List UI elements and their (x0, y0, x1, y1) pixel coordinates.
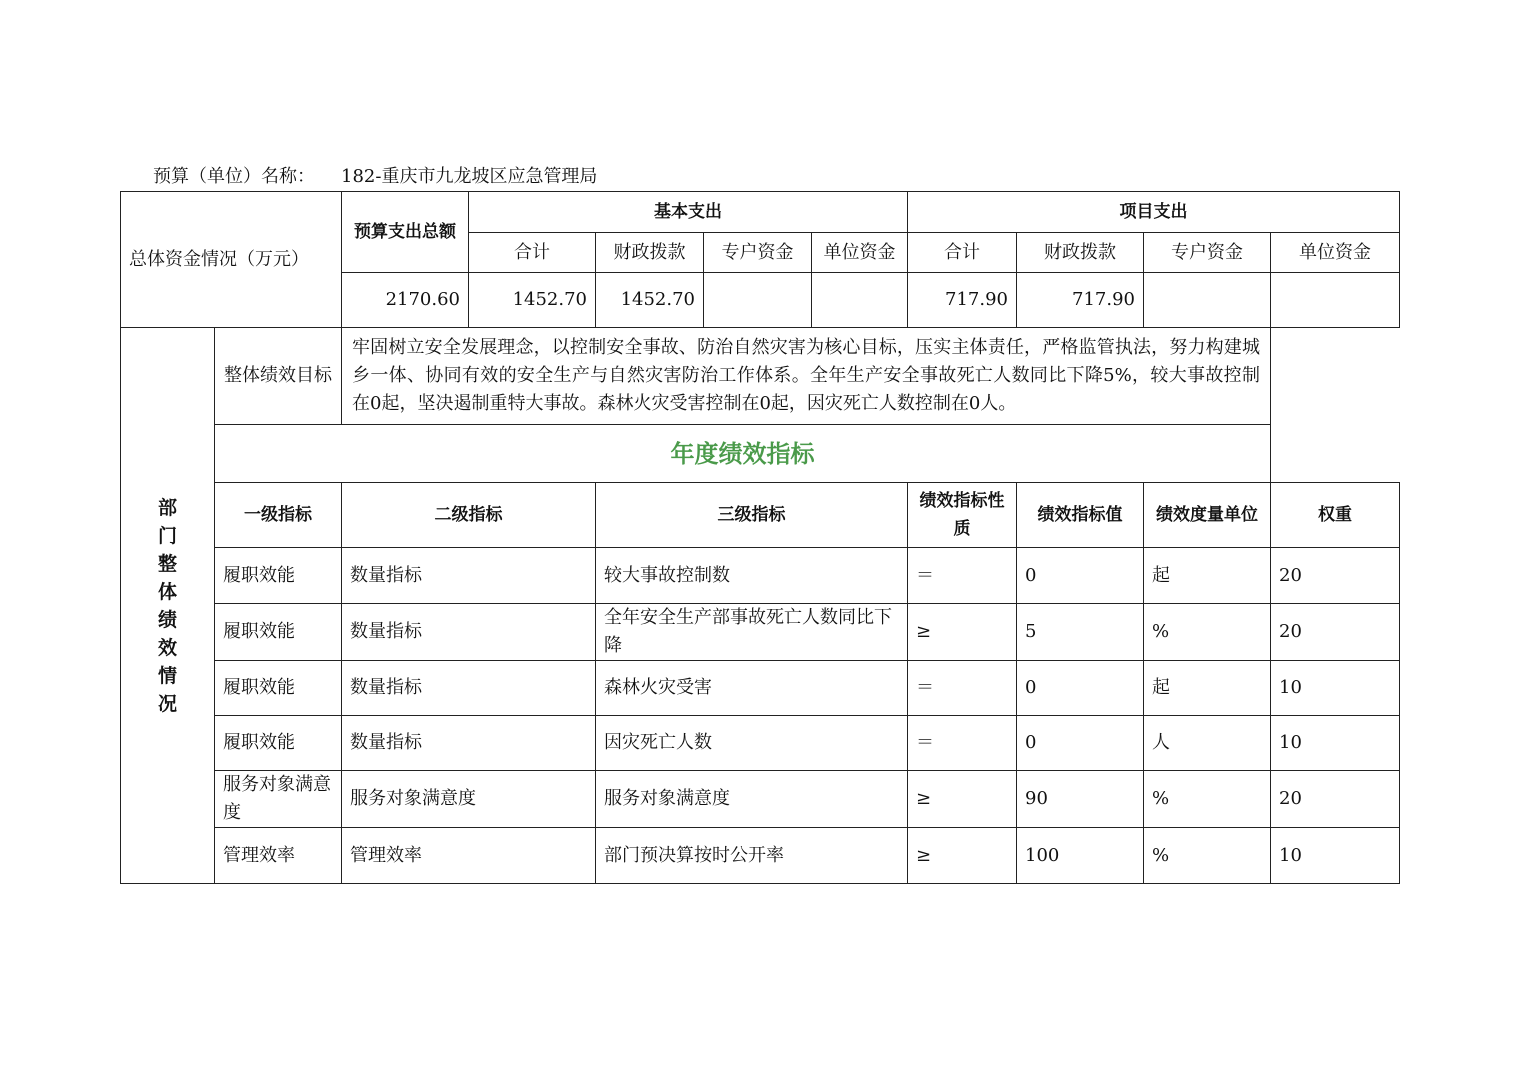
project-fiscal-header: 财政拨款 (1017, 233, 1144, 273)
row-weight: 10 (1271, 716, 1400, 771)
row-level3: 森林火灾受害 (596, 661, 908, 716)
table-row (121, 661, 1400, 716)
table-row (121, 604, 1400, 661)
row-value: 0 (1017, 548, 1144, 604)
col-header-unit: 绩效度量单位 (1144, 483, 1271, 548)
row-unit: % (1144, 771, 1271, 828)
row-level2: 服务对象满意度 (342, 771, 596, 828)
row-unit: 人 (1144, 716, 1271, 771)
col-header-value: 绩效指标值 (1017, 483, 1144, 548)
row-nature: ＝ (908, 716, 1017, 771)
table-row (121, 548, 1400, 604)
basic-unit-header: 单位资金 (812, 233, 908, 273)
row-nature: ＝ (908, 661, 1017, 716)
row-level3: 部门预决算按时公开率 (596, 828, 908, 884)
side-label-char: 绩 (157, 608, 177, 631)
row-level1: 履职效能 (215, 548, 342, 604)
row-unit: 起 (1144, 548, 1271, 604)
performance-side-label (121, 328, 215, 884)
side-label-char: 况 (157, 692, 177, 715)
table-row (121, 716, 1400, 771)
basic-fiscal-header: 财政拨款 (596, 233, 704, 273)
funds-section-label: 总体资金情况（万元） (121, 192, 342, 328)
unit-name-label: 预算（单位）名称： (153, 166, 315, 187)
goal-text: 牢固树立安全发展理念，以控制安全事故、防治自然灾害为核心目标，压实主体责任，严格监管执法，努力构建城乡一体、协同有效的安全生产与自然灾害防治工作体系。全年生产安全事故死亡人数同比下降5%，较大事故控制在0起，坚决遏制重特大事故。森林火灾受害控制在0起，因灾死亡人数控制在0人。 (342, 328, 1271, 425)
row-level1: 履职效能 (215, 716, 342, 771)
row-nature: ≥ (908, 828, 1017, 884)
row-level1: 服务对象满意度 (215, 771, 342, 828)
row-level1: 履职效能 (215, 604, 342, 661)
row-level3: 服务对象满意度 (596, 771, 908, 828)
row-unit: % (1144, 828, 1271, 884)
row-level3: 较大事故控制数 (596, 548, 908, 604)
row-level2: 数量指标 (342, 548, 596, 604)
unit-name-value: 182-重庆市九龙坡区应急管理局 (341, 166, 598, 187)
basic-total-header: 合计 (469, 233, 596, 273)
col-header-nature: 绩效指标性质 (908, 483, 1017, 548)
side-label-char: 情 (157, 664, 177, 687)
table-row (121, 828, 1400, 884)
performance-table (120, 191, 1400, 884)
col-header-weight: 权重 (1271, 483, 1400, 548)
total-expense-header: 预算支出总额 (342, 192, 469, 273)
project-total-header: 合计 (908, 233, 1017, 273)
project-special-header: 专户资金 (1144, 233, 1271, 273)
project-fiscal-value: 717.90 (1017, 273, 1144, 328)
col-header-level1: 一级指标 (215, 483, 342, 548)
row-nature: ＝ (908, 548, 1017, 604)
row-weight: 20 (1271, 771, 1400, 828)
row-level2: 管理效率 (342, 828, 596, 884)
side-label-char: 体 (157, 580, 177, 603)
row-weight: 20 (1271, 604, 1400, 661)
total-expense-value: 2170.60 (342, 273, 469, 328)
goal-label: 整体绩效目标 (215, 328, 342, 425)
row-weight: 10 (1271, 828, 1400, 884)
basic-fiscal-value: 1452.70 (596, 273, 704, 328)
basic-special-header: 专户资金 (704, 233, 812, 273)
row-level1: 管理效率 (215, 828, 342, 884)
row-unit: 起 (1144, 661, 1271, 716)
project-special-value (1144, 273, 1271, 328)
row-weight: 20 (1271, 548, 1400, 604)
row-nature: ≥ (908, 771, 1017, 828)
row-value: 5 (1017, 604, 1144, 661)
project-unit-header: 单位资金 (1271, 233, 1400, 273)
side-label-char: 效 (157, 636, 177, 659)
side-label-char: 门 (157, 524, 177, 547)
row-level2: 数量指标 (342, 661, 596, 716)
row-level2: 数量指标 (342, 604, 596, 661)
row-value: 0 (1017, 661, 1144, 716)
basic-total-value: 1452.70 (469, 273, 596, 328)
row-value: 0 (1017, 716, 1144, 771)
row-level2: 数量指标 (342, 716, 596, 771)
side-label-char: 部 (157, 496, 177, 519)
col-header-level2: 二级指标 (342, 483, 596, 548)
basic-expense-header: 基本支出 (469, 192, 908, 233)
table-row (121, 771, 1400, 828)
basic-special-value (704, 273, 812, 328)
project-unit-value (1271, 273, 1400, 328)
project-expense-header: 项目支出 (908, 192, 1400, 233)
side-label-char: 整 (157, 552, 177, 575)
annual-indicators-title: 年度绩效指标 (215, 425, 1271, 483)
row-level3: 全年安全生产部事故死亡人数同比下降 (596, 604, 908, 661)
header-line (153, 164, 597, 190)
row-value: 90 (1017, 771, 1144, 828)
row-level1: 履职效能 (215, 661, 342, 716)
row-weight: 10 (1271, 661, 1400, 716)
basic-unit-value (812, 273, 908, 328)
project-total-value: 717.90 (908, 273, 1017, 328)
row-level3: 因灾死亡人数 (596, 716, 908, 771)
row-unit: % (1144, 604, 1271, 661)
row-value: 100 (1017, 828, 1144, 884)
row-nature: ≥ (908, 604, 1017, 661)
col-header-level3: 三级指标 (596, 483, 908, 548)
